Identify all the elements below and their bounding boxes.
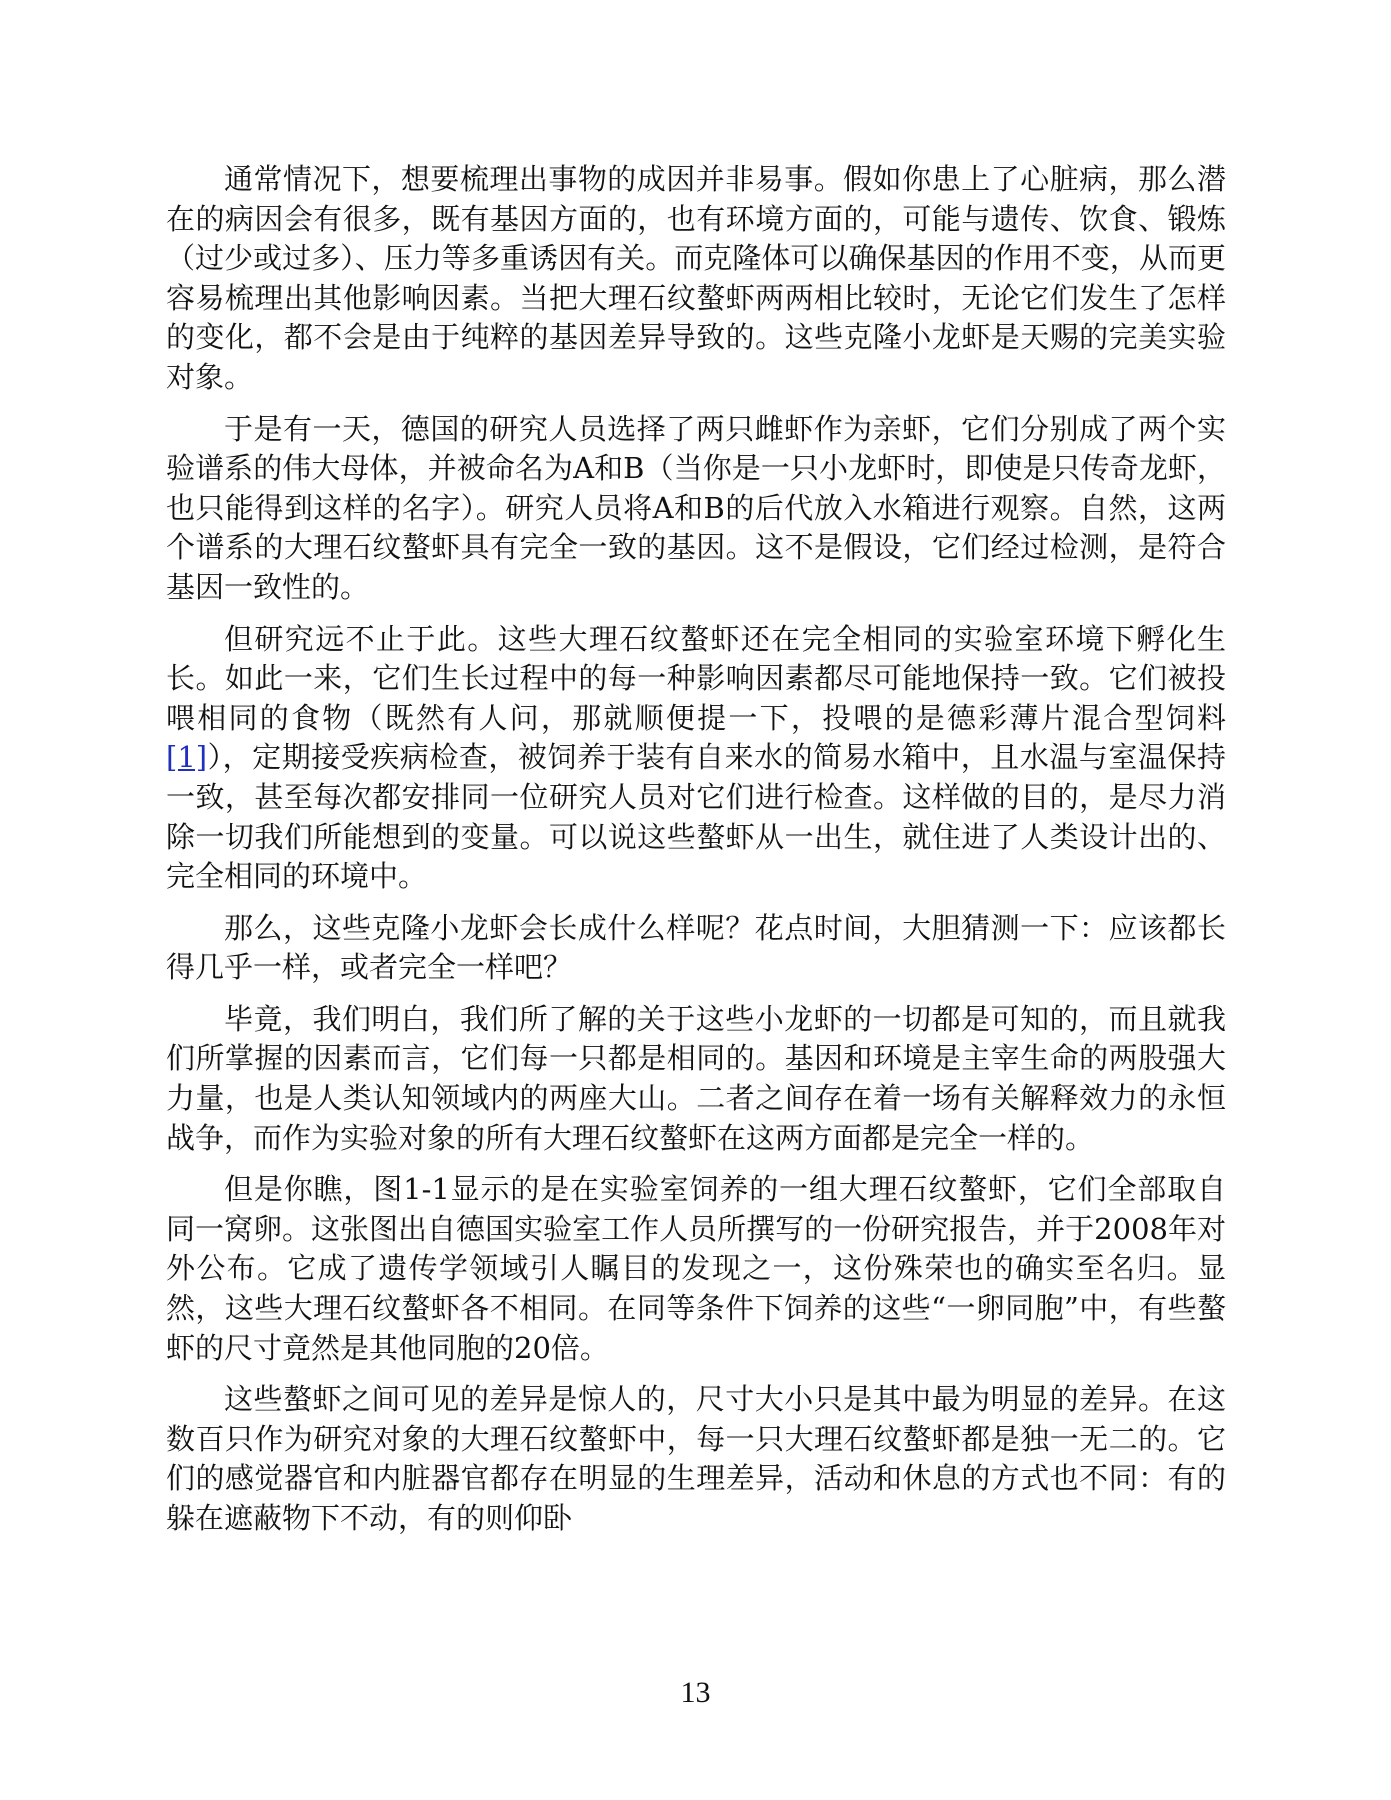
paragraph-5: 毕竟，我们明白，我们所了解的关于这些小龙虾的一切都是可知的，而且就我们所掌握的因素而言，它们每一只都是相同的。基因和环境是主宰生命的两股强大力量，也是人类认知领域内的两座大山。二者之间存在着一场有关解释效力的永恒战争，而作为实验对象的所有大理石纹螯虾在这两方面都是完全一样的。: [166, 1001, 1226, 1155]
paragraph-4: 那么，这些克隆小龙虾会长成什么样呢？花点时间，大胆猜测一下：应该都长得几乎一样，或者完全一样吧？: [166, 910, 1226, 985]
paragraph-7: 这些螯虾之间可见的差异是惊人的，尺寸大小只是其中最为明显的差异。在这数百只作为研究对象的大理石纹螯虾中，每一只大理石纹螯虾都是独一无二的。它们的感觉器官和内脏器官都存在明显的生理差异，活动和休息的方式也不同：有的躲在遮蔽物下不动，有的则仰卧: [166, 1382, 1226, 1535]
paragraph-3: [166, 620, 1226, 897]
paragraph-1: 通常情况下，想要梳理出事物的成因并非易事。假如你患上了心脏病，那么潜在的病因会有很多，既有基因方面的，也有环境方面的，可能与遗传、饮食、锻炼（过少或过多）、压力等多重诱因有关。而克隆体可以确保基因的作用不变，从而更容易梳理出其他影响因素。当把大理石纹螯虾两两相比较时，无论它们发生了怎样的变化，都不会是由于纯粹的基因差异导致的。这些克隆小龙虾是天赐的完美实验对象。: [166, 162, 1226, 394]
footnote-link[interactable]: [1]: [166, 740, 208, 775]
body-text: [166, 160, 1226, 1551]
paragraph-3-part-2: ），定期接受疾病检查，被饲养于装有自来水的简易水箱中，且水温与室温保持一致，甚至每次都安排同一位研究人员对它们进行检查。这样做的目的，是尽力消除一切我们所能想到的变量。可以说这些螯虾从一出生，就住进了人类设计出的、完全相同的环境中。: [166, 740, 1226, 894]
page-number: 13: [680, 1676, 711, 1709]
paragraph-3-part-1: 但研究远不止于此。这些大理石纹螯虾还在完全相同的实验室环境下孵化生长。如此一来，它们生长过程中的每一种影响因素都尽可能地保持一致。它们被投喂相同的食物（既然有人问，那就顺便提一下，投喂的是德彩薄片混合型饲料: [166, 621, 1226, 735]
paragraph-2: 于是有一天，德国的研究人员选择了两只雌虾作为亲虾，它们分别成了两个实验谱系的伟大母体，并被命名为A和B（当你是一只小龙虾时，即使是只传奇龙虾，也只能得到这样的名字）。研究人员将A和B的后代放入水箱进行观察。自然，这两个谱系的大理石纹螯虾具有完全一致的基因。这不是假设，它们经过检测，是符合基因一致性的。: [166, 411, 1226, 604]
paragraph-6: 但是你瞧，图1-1显示的是在实验室饲养的一组大理石纹螯虾，它们全部取自同一窝卵。这张图出自德国实验室工作人员所撰写的一份研究报告，并于2008年对外公布。它成了遗传学领域引人瞩目的发现之一，这份殊荣也的确实至名归。显然，这些大理石纹螯虾各不相同。在同等条件下饲养的这些“一卵同胞”中，有些螯虾的尺寸竟然是其他同胞的20倍。: [166, 1172, 1226, 1365]
